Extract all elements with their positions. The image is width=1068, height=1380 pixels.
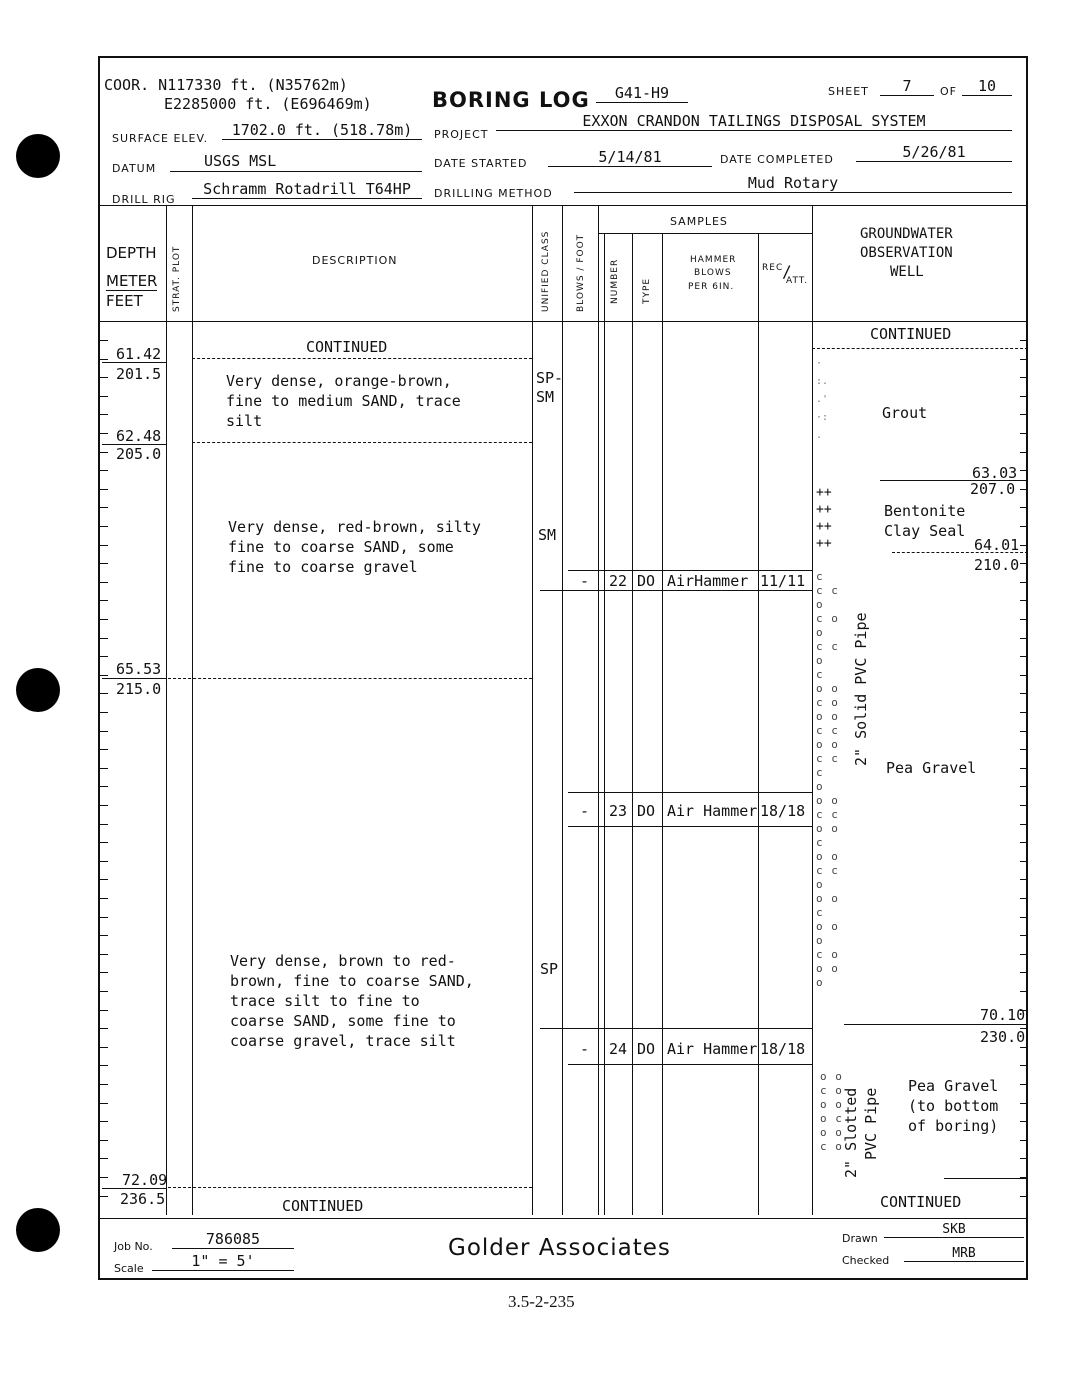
- well-depth-tick: [1020, 1196, 1028, 1197]
- sample-22-recovery: 11/11: [760, 572, 806, 590]
- checked-label: Checked: [842, 1254, 890, 1267]
- col-hammer-1: HAMMER: [690, 255, 737, 265]
- well-depth-tick: [1020, 693, 1028, 694]
- depth-tick: [100, 489, 108, 490]
- well-depth-tick: [1020, 731, 1028, 732]
- drill-rig-label: DRILL RIG: [112, 193, 176, 206]
- well-depth-tick: [1020, 749, 1028, 750]
- depth-tick: [100, 712, 108, 713]
- depth-tick: [100, 340, 108, 341]
- depth-tick: [100, 638, 108, 639]
- depth-tick: [100, 786, 108, 787]
- depth-3-rule: [102, 678, 166, 679]
- vl-well: [812, 205, 813, 1215]
- col-meter: METER: [106, 272, 158, 290]
- depth-tick: [100, 1084, 108, 1085]
- col-blows-foot: BLOWS / FOOT: [576, 233, 586, 312]
- drill-rig: Schramm Rotadrill T64HP: [192, 180, 422, 199]
- of-label: OF: [940, 85, 957, 98]
- depth-tick: [100, 749, 108, 750]
- well-depth-tick: [1020, 1084, 1028, 1085]
- depth-m-3: 65.53: [116, 660, 162, 678]
- well-depth-tick: [1020, 675, 1028, 676]
- drawn-by: SKB: [884, 1222, 1024, 1238]
- vl-rec: [758, 233, 759, 1215]
- depth-tick: [100, 842, 108, 843]
- job-no-label: Job No.: [114, 1240, 153, 1253]
- depth-tick: [100, 954, 108, 955]
- col-description: DESCRIPTION: [312, 254, 398, 267]
- depth-tick: [100, 1140, 108, 1141]
- continued-top: CONTINUED: [306, 338, 388, 356]
- depth-tick: [100, 433, 108, 434]
- well-depth-tick: [1020, 917, 1028, 918]
- depth-tick: [100, 1065, 108, 1066]
- well-depth-tick: [1020, 489, 1028, 490]
- footer-top-rule: [98, 1218, 1028, 1219]
- column-header-bottom-rule: [98, 321, 1028, 322]
- depth-tick: [100, 377, 108, 378]
- punch-hole-top: [16, 134, 60, 178]
- depth-tick: [100, 972, 108, 973]
- depth-tick: [100, 805, 108, 806]
- continued-bottom: CONTINUED: [282, 1197, 364, 1215]
- depth-tick: [100, 545, 108, 546]
- well-grout: Grout: [882, 404, 928, 422]
- well-depth-tick: [1020, 1047, 1028, 1048]
- well-depth-tick: [1020, 1065, 1028, 1066]
- sheet-number: 7: [880, 77, 934, 96]
- samples-rule: [598, 233, 812, 234]
- col-gw-1: GROUNDWATER: [860, 226, 953, 242]
- depth-ft-2: 205.0: [116, 445, 162, 463]
- col-number: NUMBER: [610, 258, 620, 304]
- well-depth-tick: [1020, 563, 1028, 564]
- depth-tick: [100, 675, 108, 676]
- depth-tick: [100, 582, 108, 583]
- rec-att-slash: /: [782, 262, 792, 281]
- vl-desc: [532, 205, 533, 1215]
- sample-22-bottom: [540, 590, 812, 591]
- depth-tick: [100, 470, 108, 471]
- depth-m-4: 72.09: [122, 1171, 168, 1189]
- sample-23-type: DO: [637, 802, 656, 820]
- well-depth-tick: [1020, 991, 1028, 992]
- depth-tick: [100, 359, 108, 360]
- punch-hole-bottom: [16, 1208, 60, 1252]
- sample-23-number: 23: [609, 802, 628, 820]
- depth-m-2: 62.48: [116, 427, 162, 445]
- surface-elev-label: SURFACE ELEV.: [112, 132, 209, 145]
- well-bottom-rule: [944, 1178, 1028, 1179]
- depth-tick: [100, 563, 108, 564]
- well-depth-tick: [1020, 898, 1028, 899]
- checked-by: MRB: [904, 1246, 1024, 1262]
- company-name: Golder Associates: [448, 1235, 671, 1261]
- drilling-method-label: DRILLING METHOD: [434, 187, 553, 200]
- col-feet: FEET: [106, 292, 143, 310]
- coord-north: COOR. N117330 ft. (N35762m): [104, 76, 348, 94]
- stratum-3-class: SP: [540, 960, 559, 978]
- depth-tick: [100, 507, 108, 508]
- depth-tick: [100, 768, 108, 769]
- boundary-4: [168, 1187, 532, 1188]
- bentonite-symbols: ++ ++ ++ ++: [816, 485, 832, 551]
- sample-22-top: [568, 570, 812, 571]
- depth-tick: [100, 1121, 108, 1122]
- pea-gravel-symbols: c c c o c o o c c o c o o c o o o c c o o c c c o o o c c o o c o o c c o o o c o o o c o o o o: [816, 570, 839, 989]
- well-depth-tick: [1020, 935, 1028, 936]
- sheet-label: SHEET: [828, 85, 869, 98]
- vl-number: [604, 233, 605, 1215]
- project-name: EXXON CRANDON TAILINGS DISPOSAL SYSTEM: [496, 112, 1012, 131]
- depth-ft-3: 215.0: [116, 680, 162, 698]
- well-depth-tick: [1020, 842, 1028, 843]
- well-depth-tick: [1020, 359, 1028, 360]
- well-depth-tick: [1020, 954, 1028, 955]
- depth-1-rule: [102, 362, 166, 363]
- page-title: BORING LOG: [432, 88, 590, 112]
- drawn-label: Drawn: [842, 1232, 878, 1245]
- well-depth-tick: [1020, 712, 1028, 713]
- well-elev-3-ft: 230.0: [980, 1028, 1026, 1046]
- vl-depth: [166, 205, 167, 1215]
- boundary-2: [192, 442, 532, 443]
- slotted-pvc-pipe-label-1: 2" Slotted: [842, 1087, 860, 1178]
- well-elev-1-ft: 207.0: [970, 480, 1016, 498]
- depth-4-rule: [102, 1188, 166, 1189]
- sample-24-top: [540, 1028, 812, 1029]
- stratum-2-description: Very dense, red-brown, silty fine to coarse SAND, some fine to coarse gravel: [228, 518, 481, 576]
- sample-23-hammer: Air Hammer: [667, 802, 758, 820]
- well-depth-tick: [1020, 972, 1028, 973]
- depth-tick: [100, 396, 108, 397]
- well-depth-tick: [1020, 619, 1028, 620]
- datum-label: DATUM: [112, 162, 157, 175]
- depth-tick: [100, 1158, 108, 1159]
- depth-tick: [100, 861, 108, 862]
- depth-tick: [100, 656, 108, 657]
- grout-symbols: · :. .' ·: .: [816, 358, 829, 441]
- col-rec: REC: [762, 263, 784, 273]
- sample-23-bottom: [568, 826, 812, 827]
- well-depth-tick: [1020, 768, 1028, 769]
- sample-23-recovery: 18/18: [760, 802, 806, 820]
- stratum-1-description: Very dense, orange-brown, fine to medium SAND, trace silt: [226, 372, 461, 430]
- vl-type: [632, 233, 633, 1215]
- sheet-total: 10: [962, 77, 1012, 96]
- col-hammer-3: PER 6IN.: [688, 282, 735, 292]
- well-depth-tick: [1020, 452, 1028, 453]
- depth-tick: [100, 879, 108, 880]
- depth-tick: [100, 693, 108, 694]
- well-elev-3-rule: [844, 1024, 1028, 1025]
- sample-23-top: [568, 792, 812, 793]
- well-depth-tick: [1020, 526, 1028, 527]
- depth-tick: [100, 526, 108, 527]
- well-depth-tick: [1020, 470, 1028, 471]
- project-label: PROJECT: [434, 128, 489, 141]
- stratum-2-class: SM: [538, 526, 557, 544]
- col-unified-class: UNIFIED CLASS: [541, 230, 551, 312]
- depth-tick: [100, 991, 108, 992]
- well-depth-tick: [1020, 1140, 1028, 1141]
- surface-elev: 1702.0 ft. (518.78m): [222, 121, 422, 140]
- well-depth-tick: [1020, 600, 1028, 601]
- depth-tick: [100, 917, 108, 918]
- well-pea-gravel-bottom-2: (to bottom: [908, 1097, 999, 1115]
- header-bottom-rule: [98, 205, 1028, 206]
- sample-23-blows: -: [580, 802, 590, 820]
- well-depth-tick: [1020, 433, 1028, 434]
- sample-22-number: 22: [609, 572, 628, 590]
- well-depth-tick: [1020, 377, 1028, 378]
- vl-strat: [192, 205, 193, 1215]
- datum-underline: [170, 171, 422, 172]
- stratum-1-class-b: SM: [536, 388, 555, 406]
- sample-24-type: DO: [637, 1040, 656, 1058]
- well-top-rule: [812, 348, 1028, 349]
- well-depth-tick: [1020, 1121, 1028, 1122]
- depth-tick: [100, 898, 108, 899]
- sample-24-hammer: Air Hammer: [667, 1040, 758, 1058]
- sample-24-recovery: 18/18: [760, 1040, 806, 1058]
- well-depth-tick: [1020, 805, 1028, 806]
- sample-22-type: DO: [637, 572, 656, 590]
- well-elev-2-m: 64.01: [974, 536, 1020, 554]
- date-started: 5/14/81: [548, 148, 712, 167]
- well-depth-tick: [1020, 340, 1028, 341]
- boundary-3: [168, 678, 532, 679]
- sample-22-hammer: AirHammer: [667, 572, 749, 590]
- well-bentonite-1: Bentonite: [884, 502, 966, 520]
- slotted-pvc-pipe-label-2: PVC Pipe: [862, 1087, 880, 1160]
- depth-tick: [100, 824, 108, 825]
- vl-hammer: [662, 233, 663, 1215]
- well-depth-tick: [1020, 638, 1028, 639]
- sample-24-bottom: [568, 1064, 812, 1065]
- depth-m-1: 61.42: [116, 345, 162, 363]
- well-depth-tick: [1020, 1158, 1028, 1159]
- depth-tick: [100, 1010, 108, 1011]
- depth-ft-1: 201.5: [116, 365, 162, 383]
- punch-hole-middle: [16, 668, 60, 712]
- page-number: 3.5-2-235: [508, 1292, 575, 1311]
- well-bentonite-2: Clay Seal: [884, 522, 966, 540]
- sample-24-blows: -: [580, 1040, 590, 1058]
- stratum-1-class-a: SP-: [536, 369, 564, 387]
- col-type: TYPE: [642, 277, 652, 304]
- well-depth-tick: [1020, 507, 1028, 508]
- scale-label: Scale: [114, 1262, 144, 1275]
- well-depth-tick: [1020, 582, 1028, 583]
- col-strat-plot: STRAT. PLOT: [172, 245, 182, 312]
- well-elev-1-m: 63.03: [972, 464, 1018, 482]
- well-depth-tick: [1020, 656, 1028, 657]
- well-depth-tick: [1020, 861, 1028, 862]
- depth-tick: [100, 935, 108, 936]
- well-depth-tick: [1020, 1103, 1028, 1104]
- depth-tick: [100, 1103, 108, 1104]
- col-gw-2: OBSERVATION: [860, 245, 953, 261]
- well-continued-bottom: CONTINUED: [880, 1193, 962, 1211]
- coord-east: E2285000 ft. (E696469m): [164, 95, 372, 113]
- date-completed-label: DATE COMPLETED: [720, 153, 834, 166]
- depth-tick: [100, 600, 108, 601]
- col-samples: SAMPLES: [670, 215, 728, 228]
- depth-tick: [100, 1028, 108, 1029]
- depth-tick: [100, 1196, 108, 1197]
- date-completed: 5/26/81: [856, 143, 1012, 162]
- well-elev-3-m: 70.10: [980, 1006, 1026, 1024]
- boring-id: G41-H9: [596, 84, 688, 103]
- scale-value: 1" = 5': [152, 1252, 294, 1271]
- stratum-3-description: Very dense, brown to red- brown, fine to coarse SAND, trace silt to fine to coarse SAND, some fine to coarse gravel, trace silt: [230, 952, 474, 1050]
- well-depth-tick: [1020, 824, 1028, 825]
- col-depth: DEPTH: [106, 244, 157, 262]
- sample-24-number: 24: [609, 1040, 628, 1058]
- depth-tick: [100, 619, 108, 620]
- depth-tick: [100, 452, 108, 453]
- well-elev-2-ft: 210.0: [974, 556, 1020, 574]
- sample-22-blows: -: [580, 572, 590, 590]
- datum-value: USGS MSL: [204, 152, 277, 170]
- solid-pvc-pipe-label: 2" Solid PVC Pipe: [852, 612, 870, 766]
- well-depth-tick: [1020, 396, 1028, 397]
- well-depth-tick: [1020, 414, 1028, 415]
- col-hammer-2: BLOWS: [694, 268, 732, 278]
- well-pea-gravel: Pea Gravel: [886, 759, 977, 777]
- depth-tick: [100, 414, 108, 415]
- depth-tick: [100, 1177, 108, 1178]
- date-started-label: DATE STARTED: [434, 157, 528, 170]
- col-gw-3: WELL: [890, 264, 924, 280]
- well-pea-gravel-bottom-3: of boring): [908, 1117, 999, 1135]
- well-pea-gravel-bottom-1: Pea Gravel: [908, 1077, 999, 1095]
- depth-tick: [100, 1047, 108, 1048]
- col-att: ATT.: [786, 276, 809, 286]
- slotted-gravel-symbols: o o c o o o o c o o c o: [820, 1070, 843, 1153]
- job-no: 786085: [172, 1230, 294, 1249]
- boundary-1: [192, 358, 532, 359]
- well-continued-top: CONTINUED: [870, 325, 952, 343]
- well-depth-tick: [1020, 786, 1028, 787]
- drilling-method: Mud Rotary: [574, 174, 1012, 193]
- depth-ft-4: 236.5: [120, 1190, 166, 1208]
- well-depth-tick: [1020, 879, 1028, 880]
- depth-tick: [100, 731, 108, 732]
- vl-class: [562, 205, 563, 1215]
- well-depth-tick: [1020, 545, 1028, 546]
